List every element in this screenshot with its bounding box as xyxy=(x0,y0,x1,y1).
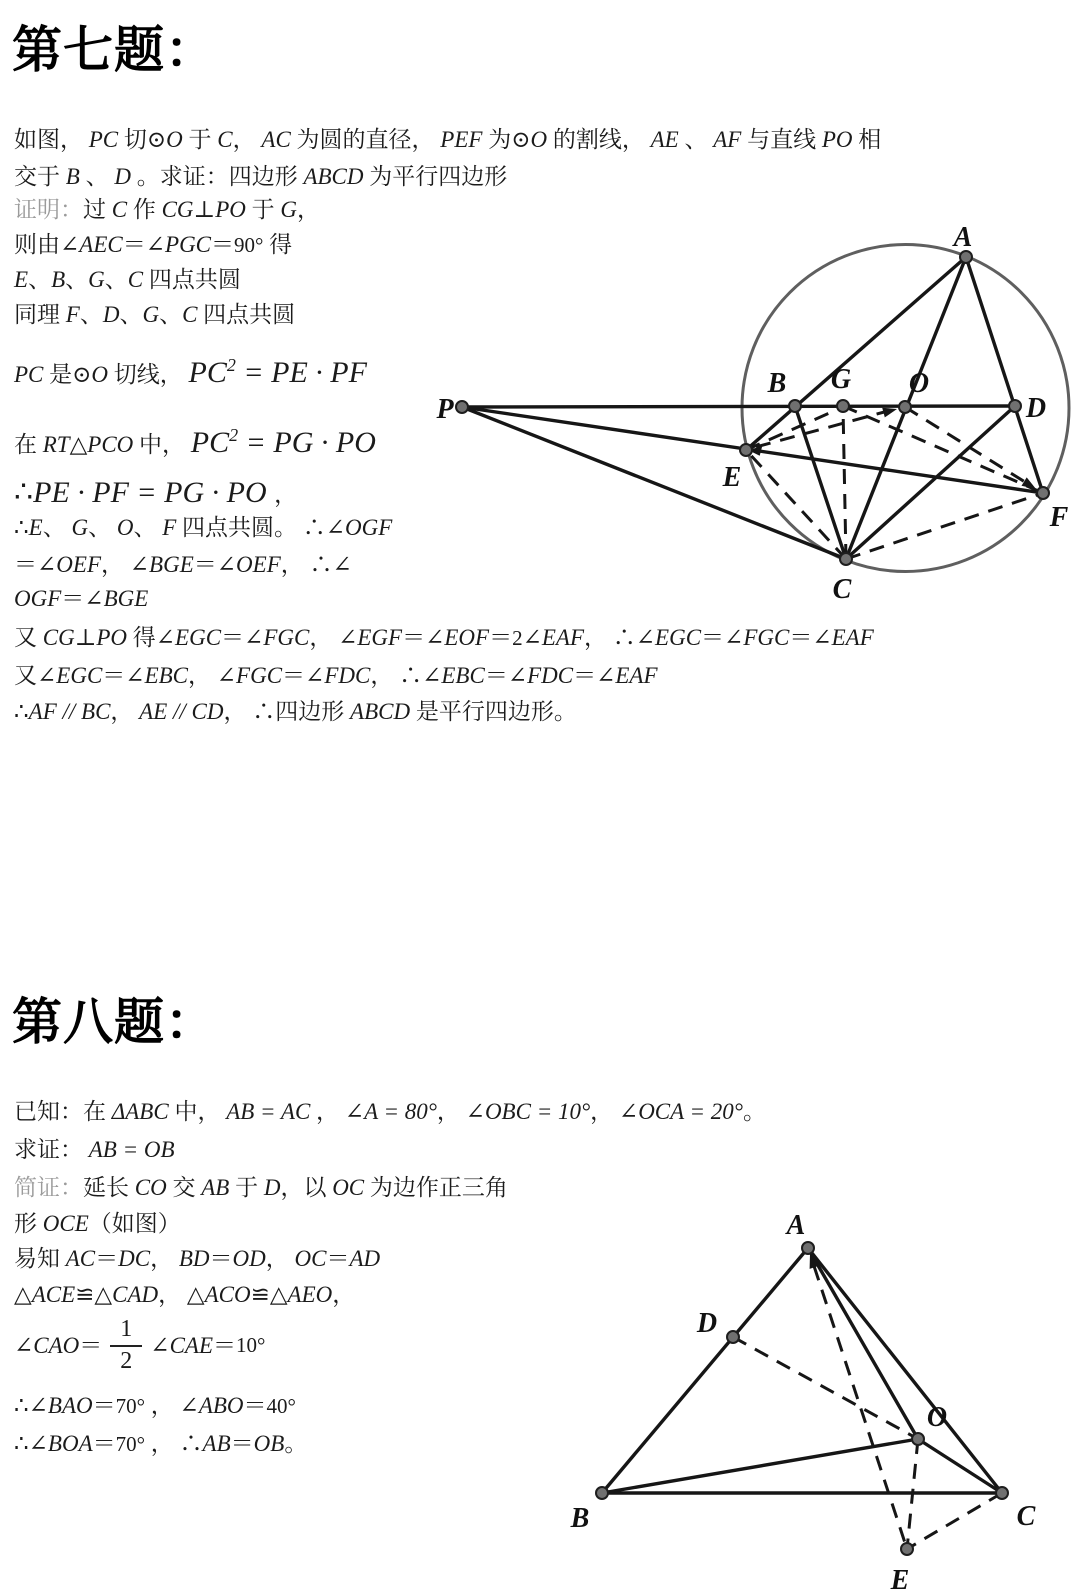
p7-proof-line-9: ＝∠OEF， ∠BGE＝∠OEF， ∴∠ xyxy=(14,552,352,577)
point-dot-G xyxy=(837,400,849,412)
point-label-A: A xyxy=(953,222,973,253)
p7-statement-line-2: 交于 B 、 D 。求证：四边形 ABCD 为平行四边形 xyxy=(14,164,508,189)
p8-proof-line-4: △ACE≌△CAD， △ACO≌△AEO， xyxy=(14,1282,356,1307)
point-label-D: D xyxy=(1025,393,1047,424)
line-A-E-dashed xyxy=(814,1266,907,1549)
arrow-to-F-icon xyxy=(1022,477,1037,489)
dashed-lines xyxy=(733,1266,1002,1549)
line-G-F-dashed xyxy=(843,406,1043,493)
line-C-E-dashed xyxy=(746,450,846,559)
point-dot-D xyxy=(727,1331,739,1343)
p8-proof-line-3: 易知 AC＝DC， BD＝OD， OC＝AD xyxy=(14,1246,381,1271)
point-label-F: F xyxy=(1049,502,1069,533)
point-label-C: C xyxy=(1016,1501,1036,1532)
line-O-C xyxy=(918,1439,1002,1493)
p7-proof-line-11: 又 CG⊥PO 得∠EGC＝∠FGC， ∠EGF＝∠EOF＝2∠EAF， ∴∠EGC＝∠FGC＝∠EAF xyxy=(14,625,874,650)
point-dot-O xyxy=(899,401,911,413)
line-C-E-dashed xyxy=(907,1493,1002,1549)
point-dot-B xyxy=(789,400,801,412)
p8-proof-line-7: ∴∠BOA＝70° ， ∴AB＝OB。 xyxy=(14,1431,308,1456)
p7-proof-line-5: PC 是⊙O 切线， $PC^2$ = PE · PF xyxy=(14,355,367,389)
problem8-figure xyxy=(548,1186,1080,1594)
p8-proof-line-5-fraction: ∠ CAO ＝ $\frac{1}{2}$ ∠ CAE ＝ 10° xyxy=(14,1316,266,1374)
point-label-B: B xyxy=(767,368,787,399)
line-B-O xyxy=(602,1439,918,1493)
point-label-P: P xyxy=(436,394,454,425)
solid-lines xyxy=(602,1248,1002,1493)
p8-toprove-line: 求证： AB = OB xyxy=(14,1137,175,1162)
point-labels xyxy=(570,1210,1036,1594)
p7-proof-line-12: 又∠EGC＝∠EBC， ∠FGC＝∠FDC， ∴∠EBC＝∠FDC＝∠EAF xyxy=(14,663,658,688)
point-dot-O xyxy=(912,1433,924,1445)
point-label-O: O xyxy=(908,368,930,399)
point-dot-B xyxy=(596,1487,608,1499)
point-label-D: D xyxy=(696,1308,718,1339)
arrow-to-O-icon xyxy=(882,408,897,418)
problem7-figure xyxy=(428,222,1080,614)
line-O-F-dashed xyxy=(905,407,1025,482)
line-E-G-dashed xyxy=(746,407,843,450)
point-dot-P xyxy=(456,401,468,413)
point-label-B: B xyxy=(570,1503,590,1534)
p7-proof-line-10: OGF＝∠BGE xyxy=(14,586,149,611)
line-B-A xyxy=(602,1248,808,1493)
point-dot-D xyxy=(1009,400,1021,412)
point-dot-C xyxy=(996,1487,1008,1499)
p7-proof-line-13: ∴AF // BC， AE // CD， ∴四边形 ABCD 是平行四边形。 xyxy=(14,699,577,724)
point-dot-C xyxy=(840,553,852,565)
p7-proof-line-2: 则由∠AEC＝∠PGC＝90° 得 xyxy=(14,232,293,257)
solid-lines xyxy=(462,257,1043,559)
p7-proof-line-4: 同理 F、D、G、C 四点共圆 xyxy=(14,302,296,327)
point-dots xyxy=(596,1242,1008,1555)
line-C-F-dashed xyxy=(846,493,1043,559)
point-dot-A xyxy=(802,1242,814,1254)
p7-proof-line-1: 证明：过 C 作 CG⊥PO 于 G， xyxy=(14,197,320,222)
point-label-E: E xyxy=(890,1565,910,1594)
line-A-C xyxy=(808,1248,1002,1493)
point-label-C: C xyxy=(832,574,852,605)
p7-statement-line-1: 如图， PC 切⊙O 于 C， AC 为圆的直径， PEF 为⊙O 的割线， AE 、 AF 与直线 PO 相 xyxy=(14,127,882,152)
p8-proof-line-6: ∴∠BAO＝70° ， ∠ABO＝40° xyxy=(14,1393,296,1418)
point-dot-E xyxy=(901,1543,913,1555)
p7-proof-line-6: 在 RT△PCO 中， $PC^2$ = PG · PO xyxy=(14,425,376,459)
point-dot-F xyxy=(1037,487,1049,499)
problem7-title: 第七题： xyxy=(12,22,216,78)
line-C-G-dashed xyxy=(843,407,846,559)
line-A-F xyxy=(966,257,1043,493)
point-label-E: E xyxy=(722,462,742,493)
line-C-D xyxy=(846,406,1015,559)
p8-proof-line-1: 简证：延长 CO 交 AB 于 D，以 OC 为边作正三角 xyxy=(14,1175,508,1200)
p8-proof-line-2: 形 OCE（如图） xyxy=(14,1211,181,1236)
point-label-A: A xyxy=(786,1210,806,1241)
line-P-C-tangent xyxy=(462,407,846,559)
arrowheads xyxy=(748,408,1036,489)
fraction: $\frac{1}{2}$ xyxy=(110,1316,142,1375)
p8-given-line: 已知：在 ΔABC 中， AB = AC ， ∠A = 80°， ∠OBC = 10°， ∠OCA = 20°。 xyxy=(14,1099,766,1124)
p7-proof-line-7: ∴PE · PF = PG · PO ， xyxy=(14,476,298,509)
point-label-G: G xyxy=(830,364,852,395)
line-P-D xyxy=(462,406,1015,407)
problem8-title: 第八题： xyxy=(12,994,216,1050)
point-dot-E xyxy=(740,444,752,456)
p7-proof-line-8: ∴E、 G、 O、 F 四点共圆。 ∴∠OGF xyxy=(14,515,393,540)
p7-proof-line-3: E、B、G、C 四点共圆 xyxy=(14,267,241,292)
point-label-O: O xyxy=(926,1402,948,1433)
